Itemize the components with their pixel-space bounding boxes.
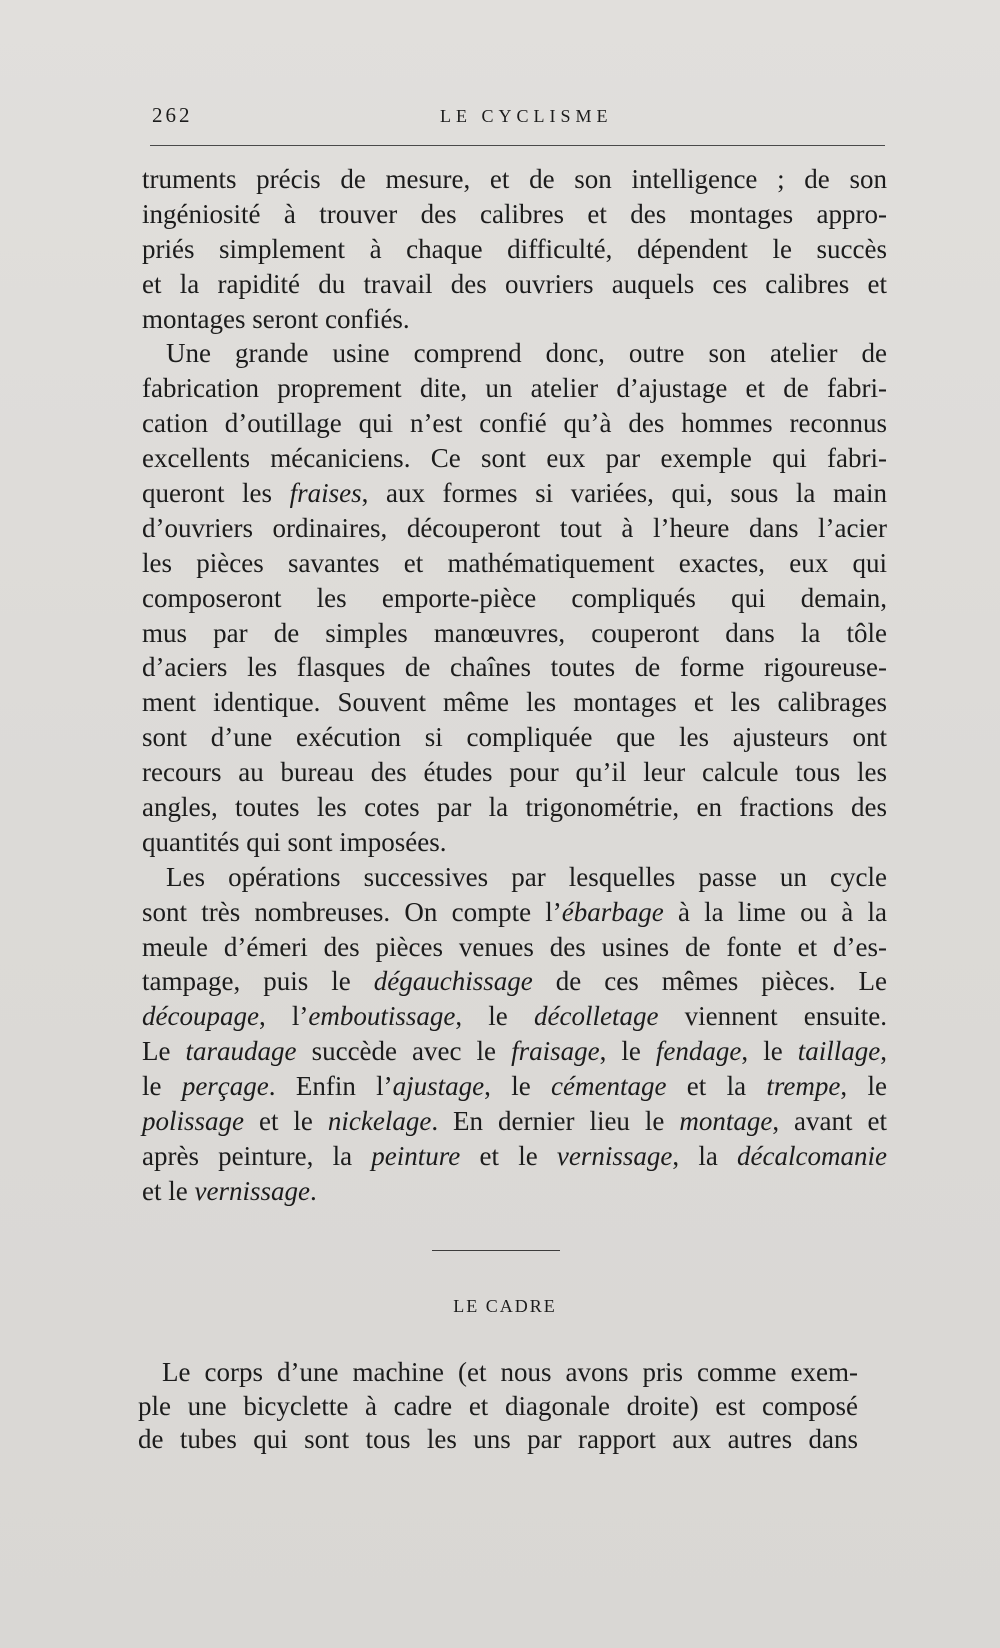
text-span: sont très nombreuses. On compte l’ [142, 896, 562, 927]
text-line [142, 825, 887, 860]
text-span: les pièces savantes et mathématiquement exactes, eux qui [142, 547, 887, 578]
text-span: le [142, 1071, 182, 1102]
italic-term: vernissage [556, 1140, 673, 1171]
italic-term: cémentage [551, 1071, 667, 1102]
italic-term: dégauchissage [373, 966, 533, 997]
header-rule [150, 145, 885, 146]
text-line [142, 964, 887, 999]
text-span: quantités qui sont imposées. [142, 826, 447, 857]
text-span: recours au bureau des études pour qu’il leur calcule tous les [142, 757, 887, 788]
page-number: 262 [152, 103, 193, 127]
text-span: viennent ensuite. [658, 1001, 887, 1032]
italic-term: taillage [797, 1036, 881, 1067]
text-span: et la rapidité du travail des ouvriers auquels ces calibres et [142, 268, 887, 299]
italic-term: découpage [142, 1001, 259, 1032]
text-span: , le [484, 1071, 552, 1102]
text-span: , l’ [258, 1001, 309, 1032]
text-span: excellents mécaniciens. Ce sont eux par exemple qui fabri- [142, 443, 887, 474]
text-span: , avant et [772, 1106, 887, 1137]
text-line [142, 546, 887, 581]
italic-term: fraisage [511, 1036, 600, 1067]
text-span: sont d’une exécution si compliquée que les ajusteurs ont [142, 722, 887, 753]
text-span: Le corps d’une machine (et nous avons pris comme exem- [162, 1357, 858, 1387]
section-title: LE CADRE [453, 1296, 557, 1316]
text-line [142, 476, 887, 511]
text-span: , [880, 1036, 887, 1067]
text-line [142, 1069, 887, 1104]
text-span: de tubes qui sont tous les uns par rapport aux autres dans [138, 1424, 858, 1454]
text-line [142, 1034, 887, 1069]
text-span: ingéniosité à trouver des calibres et des montages appro- [142, 198, 887, 229]
text-line [142, 755, 887, 790]
text-span: ple une bicyclette à cadre et diagonale droite) est composé [138, 1390, 858, 1421]
italic-term: peinture [371, 1140, 461, 1171]
text-line [142, 162, 887, 197]
text-line [142, 1104, 887, 1139]
section-divider [432, 1250, 560, 1251]
text-span: et le [460, 1140, 557, 1171]
text-span: truments précis de mesure, et de son intelligence ; de son [142, 164, 887, 194]
italic-term: ajustage [392, 1071, 485, 1102]
italic-term: décalcomanie [737, 1140, 887, 1171]
section-body-text [138, 1356, 858, 1457]
text-span: composeront les emporte-pièce compliqués qui demain, [142, 582, 887, 613]
italic-term: perçage [181, 1071, 269, 1102]
italic-term: taraudage [185, 1036, 297, 1067]
text-span: , le [741, 1036, 798, 1067]
text-span: fabrication proprement dite, un atelier d’ajustage et de fabri- [142, 373, 887, 404]
text-span: , le [599, 1036, 656, 1067]
italic-term: vernissage [194, 1175, 310, 1206]
italic-term: fendage [655, 1036, 742, 1067]
text-span: ment identique. Souvent même les montages et les calibrages [142, 687, 887, 718]
text-line [142, 302, 887, 337]
text-span: , aux formes si variées, qui, sous la main [361, 478, 887, 509]
text-span: Les opérations successives par lesquelles passe un cycle [166, 861, 887, 892]
text-span: meule d’émeri des pièces venues des usines de fonte et d’es- [142, 931, 887, 962]
text-span: cation d’outillage qui n’est confié qu’à des hommes reconnus [142, 408, 887, 439]
text-span: montages seront confiés. [142, 303, 410, 334]
text-span: . [309, 1175, 317, 1206]
italic-term: montage [679, 1106, 773, 1137]
text-line [142, 685, 887, 720]
italic-term: trempe [766, 1071, 841, 1102]
text-line [142, 1139, 887, 1174]
text-span: et la [666, 1071, 767, 1102]
italic-term: ébarbage [561, 896, 664, 927]
text-span: à la lime ou à la [663, 896, 887, 927]
text-span: . En dernier lieu le [431, 1106, 680, 1137]
text-line [142, 336, 887, 371]
text-span: Le [142, 1036, 186, 1067]
text-line [142, 371, 887, 406]
text-line [142, 232, 887, 267]
text-line [138, 1390, 858, 1424]
text-span: , le [840, 1071, 887, 1102]
text-line [142, 999, 887, 1034]
running-title: LE CYCLISME [440, 106, 613, 126]
text-line [142, 197, 887, 232]
italic-term: emboutissage [308, 1001, 456, 1032]
text-span: succède avec le [296, 1036, 512, 1067]
text-line [142, 930, 887, 965]
text-span: angles, toutes les cotes par la trigonométrie, en fractions des [142, 792, 887, 823]
text-line [142, 616, 887, 651]
text-line [142, 860, 887, 895]
text-line [142, 895, 887, 930]
running-head [150, 103, 883, 133]
text-span: d’ouvriers ordinaires, découperont tout à l’heure dans l’acier [142, 512, 887, 543]
body-text [142, 162, 887, 1209]
text-span: de ces mêmes pièces. Le [532, 966, 888, 997]
text-line [142, 441, 887, 476]
text-span: d’aciers les flasques de chaînes toutes de forme rigoureuse- [142, 652, 887, 683]
text-span: . Enfin l’ [268, 1071, 393, 1102]
italic-term: nickelage [327, 1106, 432, 1137]
text-span: , la [672, 1140, 738, 1171]
text-line [142, 511, 887, 546]
italic-term: fraises [289, 478, 362, 509]
italic-term: polissage [142, 1106, 245, 1137]
text-span: et le [142, 1175, 195, 1206]
text-line [138, 1356, 858, 1390]
text-line [142, 790, 887, 825]
text-line [142, 267, 887, 302]
text-line [142, 406, 887, 441]
text-line [142, 1174, 887, 1209]
italic-term: décolletage [533, 1001, 659, 1032]
text-line [142, 650, 887, 685]
text-line [142, 720, 887, 755]
text-span: , le [455, 1001, 534, 1032]
text-line [138, 1423, 858, 1457]
text-span: queront les [142, 478, 290, 509]
text-span: Une grande usine comprend donc, outre son atelier de [166, 338, 887, 369]
text-span: tampage, puis le [142, 966, 374, 997]
text-span: et le [244, 1106, 328, 1137]
text-span: mus par de simples manœuvres, couperont dans la tôle [142, 617, 887, 648]
text-line [142, 581, 887, 616]
text-span: priés simplement à chaque difficulté, dépendent le succès [142, 233, 887, 264]
text-span: après peinture, la [142, 1140, 372, 1171]
